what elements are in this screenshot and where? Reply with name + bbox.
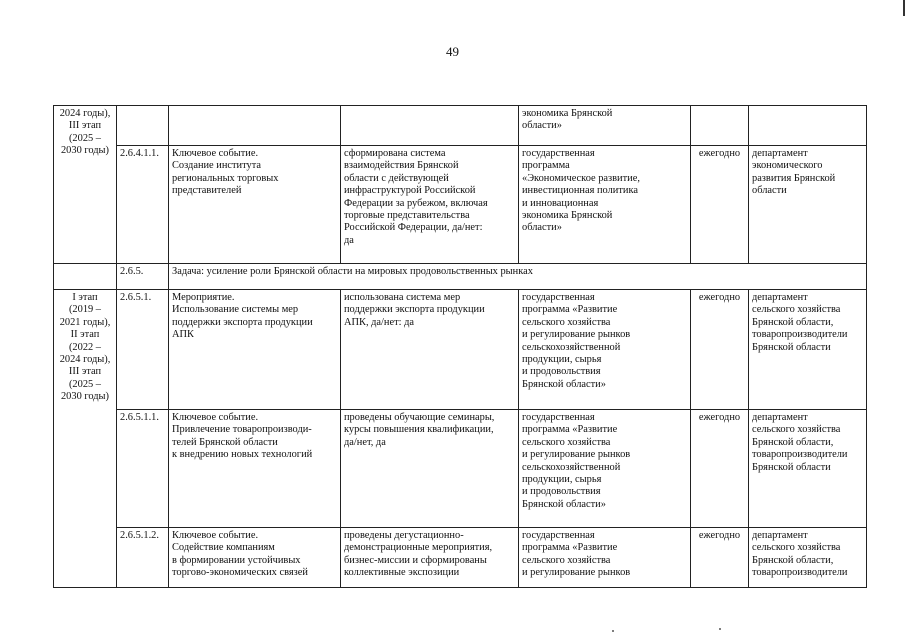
- scan-speck: [719, 628, 721, 630]
- table-row: [54, 410, 867, 528]
- indicator-cell: проведены обучающие семинары, курсы повышения квалификации, да/нет, да: [341, 410, 519, 528]
- responsible-cell: департамент сельского хозяйства Брянской области, товаропроизводители: [749, 528, 867, 588]
- event-cell: Ключевое событие. Создание института региональных торговых представителей: [169, 146, 341, 264]
- table-row: [54, 106, 867, 146]
- responsible-cell: департамент экономического развития Брянской области: [749, 146, 867, 264]
- program-cell: государственная программа «Развитие сельского хозяйства и регулирование рынков сельскохозяйственной продукции, сырья и продовольствия Брянской области»: [519, 410, 691, 528]
- responsible-cell: [749, 106, 867, 146]
- code-cell: 2.6.4.1.1.: [117, 146, 169, 264]
- deadline-cell: ежегодно: [691, 290, 749, 410]
- task-code-cell: 2.6.5.: [117, 264, 169, 290]
- scan-speck: [612, 630, 614, 632]
- program-cell: государственная программа «Развитие сельского хозяйства и регулирование рынков сельскохозяйственной продукции, сырья и продовольствия Брянской области»: [519, 290, 691, 410]
- event-cell: Ключевое событие. Привлечение товаропроизводи- телей Брянской области к внедрению новых технологий: [169, 410, 341, 528]
- deadline-cell: ежегодно: [691, 528, 749, 588]
- deadline-cell: [691, 106, 749, 146]
- code-cell: 2.6.5.1.1.: [117, 410, 169, 528]
- deadline-cell: ежегодно: [691, 146, 749, 264]
- page-number: 49: [446, 44, 459, 59]
- indicator-cell: сформирована система взаимодействия Брянской области с действующей инфраструктурой Российской Федерации за рубежом, включая торговые представительства Российской Федерации, да/нет: да: [341, 146, 519, 264]
- table-row: [54, 146, 867, 264]
- period-cell: I этап (2019 – 2021 годы), II этап (2022 – 2024 годы), III этап (2025 – 2030 годы): [54, 290, 117, 588]
- responsible-cell: департамент сельского хозяйства Брянской области, товаропроизводители Брянской области: [749, 290, 867, 410]
- table-row: [54, 528, 867, 588]
- deadline-cell: ежегодно: [691, 410, 749, 528]
- code-cell: 2.6.5.1.2.: [117, 528, 169, 588]
- code-cell: [117, 106, 169, 146]
- plan-table: [53, 105, 867, 588]
- event-cell: [169, 106, 341, 146]
- indicator-cell: использована система мер поддержки экспорта продукции АПК, да/нет: да: [341, 290, 519, 410]
- program-cell: государственная программа «Экономическое развитие, инвестиционная политика и инновационная экономика Брянской области»: [519, 146, 691, 264]
- indicator-cell: проведены дегустационно- демонстрационные мероприятия, бизнес-миссии и сформированы коллективные экспозиции: [341, 528, 519, 588]
- responsible-cell: департамент сельского хозяйства Брянской области, товаропроизводители Брянской области: [749, 410, 867, 528]
- event-cell: Ключевое событие. Содействие компаниям в формировании устойчивых торгово-экономических связей: [169, 528, 341, 588]
- period-cell: 2024 годы), III этап (2025 – 2030 годы): [54, 106, 117, 264]
- period-cell-empty: [54, 264, 117, 290]
- table-row: [54, 290, 867, 410]
- task-row: [54, 264, 867, 290]
- code-cell: 2.6.5.1.: [117, 290, 169, 410]
- program-cell: экономика Брянской области»: [519, 106, 691, 146]
- event-cell: Мероприятие. Использование системы мер поддержки экспорта продукции АПК: [169, 290, 341, 410]
- program-cell: государственная программа «Развитие сельского хозяйства и регулирование рынков: [519, 528, 691, 588]
- indicator-cell: [341, 106, 519, 146]
- task-text-cell: Задача: усиление роли Брянской области на мировых продовольственных рынках: [169, 264, 867, 290]
